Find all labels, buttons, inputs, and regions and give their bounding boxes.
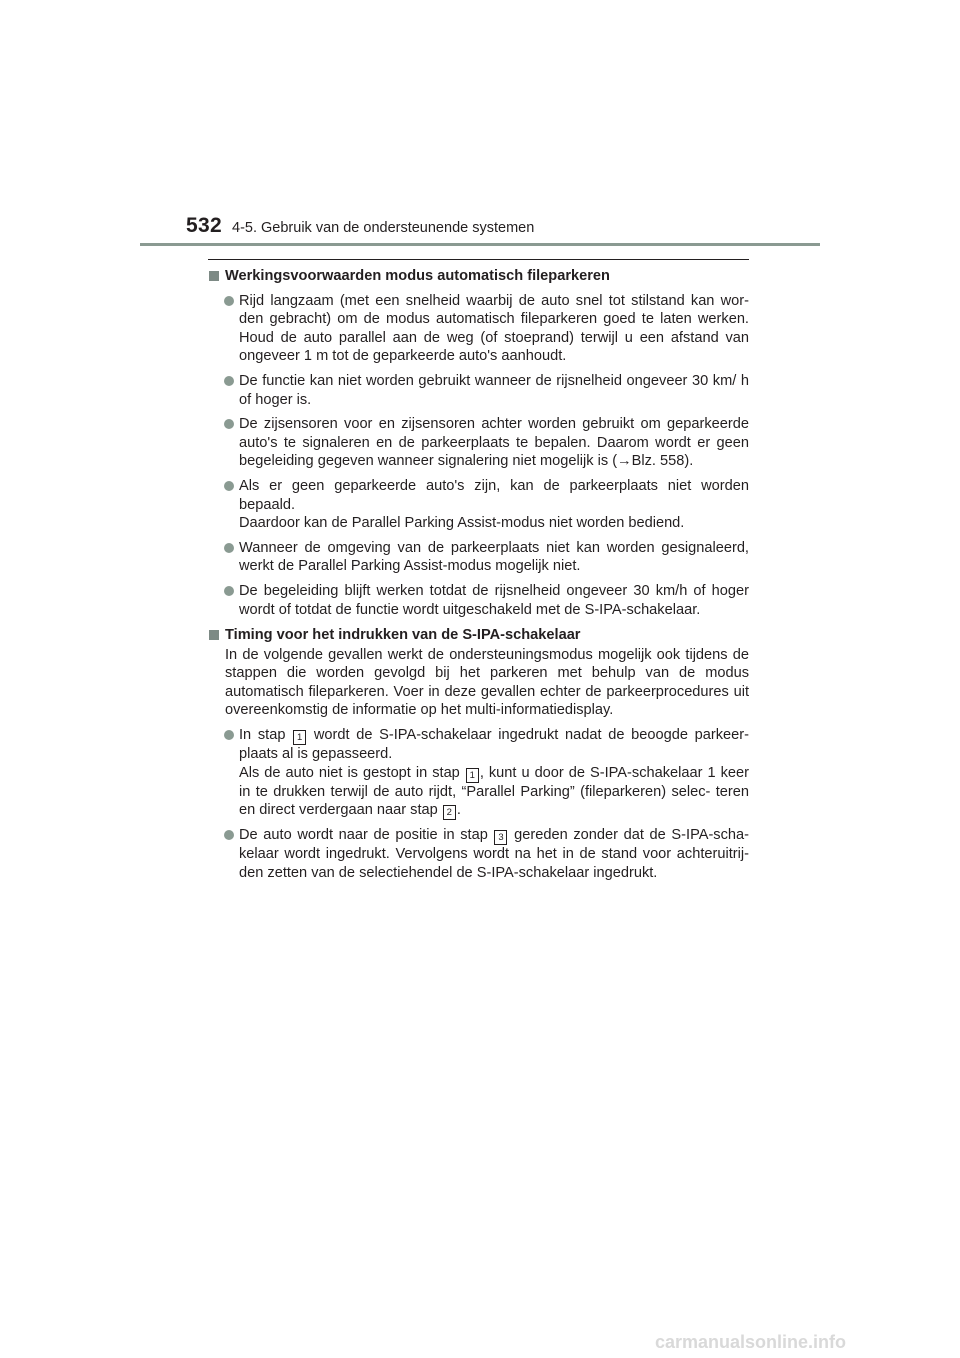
square-bullet-icon bbox=[209, 630, 219, 640]
watermark: carmanualsonline.info bbox=[655, 1332, 847, 1352]
list-item-text: De functie kan niet worden gebruikt wanneer de rijsnelheid ongeveer 30 km/ h of hoger is. bbox=[239, 372, 749, 408]
text-segment: In stap bbox=[239, 727, 286, 744]
round-bullet-icon bbox=[224, 586, 234, 596]
list-item bbox=[208, 477, 749, 533]
round-bullet-icon bbox=[224, 543, 234, 553]
header-rule bbox=[140, 243, 820, 246]
text-segment: gereden zonder dat de S-IPA-scha- kelaar wordt ingedrukt. Vervolgens wordt na het in de stand voor achteruitrij- den zetten van de selectiehendel de S-IPA-schakelaar ingedrukt. bbox=[239, 827, 749, 881]
list-item-text: Daardoor kan de Parallel Parking Assist-modus niet worden bediend. bbox=[239, 515, 685, 532]
section-heading bbox=[208, 267, 749, 286]
list-item-text: Wanneer de omgeving van de parkeerplaats niet kan worden gesignaleerd, werkt de Parallel Parking Assist-modus mogelijk niet. bbox=[239, 539, 749, 575]
round-bullet-icon bbox=[224, 730, 234, 740]
page-header bbox=[0, 0, 960, 250]
text-segment: . bbox=[456, 802, 461, 819]
list-item-text bbox=[239, 826, 749, 882]
section-heading-text: Werkingsvoorwaarden modus automatisch fileparkeren bbox=[225, 268, 610, 284]
round-bullet-icon bbox=[224, 419, 234, 429]
square-bullet-icon bbox=[209, 271, 219, 281]
section-intro: In de volgende gevallen werkt de ondersteuningsmodus mogelijk ook tijdens de stappen die worden gevolgd bij het parkeren met behulp van de modus automatisch fileparkeren. Voer in deze gevallen echter de parkeerprocedures uit overeenkomstig de informatie op het multi-informatiedisplay. bbox=[225, 646, 749, 719]
round-bullet-icon bbox=[224, 376, 234, 386]
step-number-box: 3 bbox=[494, 830, 507, 845]
section-operating-conditions bbox=[208, 267, 749, 619]
list-item bbox=[208, 582, 749, 619]
step-number-box: 1 bbox=[293, 730, 306, 745]
list-item bbox=[208, 372, 749, 409]
step-number-box: 1 bbox=[466, 768, 479, 783]
text-segment: De auto wordt naar de positie in stap bbox=[239, 827, 488, 844]
list-item bbox=[208, 415, 749, 471]
step-number-box: 2 bbox=[443, 805, 456, 820]
round-bullet-icon bbox=[224, 481, 234, 491]
list-item-text: De begeleiding blijft werken totdat de rijsnelheid ongeveer 30 km/h of hoger wordt of totdat de functie wordt uitgeschakeld met de S-IPA-schakelaar. bbox=[239, 582, 749, 618]
list-item-text: Als er geen geparkeerde auto's zijn, kan de parkeerplaats niet worden bepaald. bbox=[239, 477, 749, 513]
list-item bbox=[208, 292, 749, 366]
section-switch-timing bbox=[208, 626, 749, 882]
list-item-text bbox=[239, 764, 749, 821]
list-item-text bbox=[239, 726, 749, 764]
list-item bbox=[208, 726, 749, 820]
list-item bbox=[208, 539, 749, 576]
round-bullet-icon bbox=[224, 296, 234, 306]
list-item-text: Rijd langzaam (met een snelheid waarbij de auto snel tot stilstand kan wor- den gebracht) om de modus automatisch fileparkeren goed te laten werken. Houd de auto parallel aan de weg (of stoeprand) terwijl u een afstand van ongeveer 1 m tot de geparkeerde auto's aanhoudt. bbox=[239, 292, 749, 365]
text-segment: , kunt u door de S-IPA-schakelaar 1 keer in te drukken terwijl de auto rijdt, “Parallel Parking” (fileparkeren) selec- teren en direct verdergaan naar stap bbox=[239, 764, 749, 819]
section-heading bbox=[208, 626, 749, 645]
list-item bbox=[208, 826, 749, 882]
round-bullet-icon bbox=[224, 830, 234, 840]
page-content bbox=[208, 259, 749, 882]
section-heading-text: Timing voor het indrukken van de S-IPA-schakelaar bbox=[225, 627, 581, 644]
chapter-title: 4-5. Gebruik van de ondersteunende systemen bbox=[232, 220, 535, 236]
text-segment: Als de auto niet is gestopt in stap bbox=[239, 764, 460, 781]
text-segment: wordt de S-IPA-schakelaar ingedrukt nadat de beoogde parkeer- plaats al is gepasseerd. bbox=[239, 727, 750, 763]
list-item-text: De zijsensoren voor en zijsensoren achter worden gebruikt om geparkeerde auto's te signaleren en de parkeerplaats te bepalen. Daarom wordt er geen begeleiding gegeven wanneer signalering niet mogelijk is (→Blz. 558). bbox=[239, 416, 749, 470]
page-number: 532 bbox=[186, 214, 222, 237]
